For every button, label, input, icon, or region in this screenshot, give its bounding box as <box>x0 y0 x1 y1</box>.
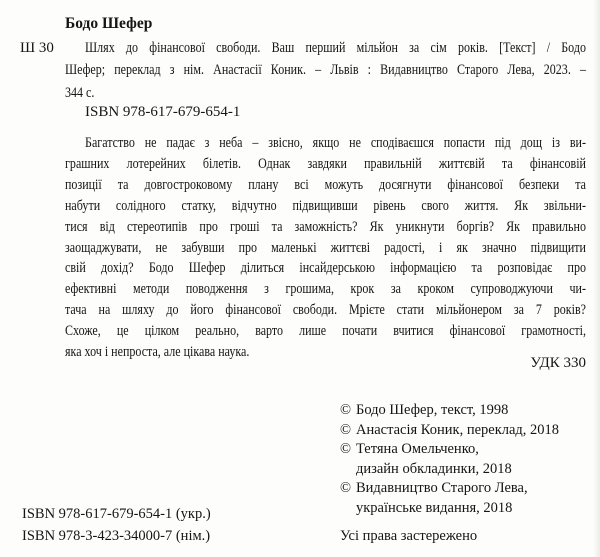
isbn-number: ISBN 978-617-679-654-1 <box>85 104 241 120</box>
bibliographic-entry <box>65 37 586 104</box>
bibliographic-line: 344 с. <box>65 84 95 101</box>
author-header: Бодо Шефер <box>65 15 153 32</box>
annotation-line: Схоже, це цілком реально, варто лише почати вчитися фінансової грамотності, <box>65 323 586 340</box>
annotation-line: свій дохід? Бодо Шефер ділиться інсайдерською інформацією та розповідає про <box>65 260 586 277</box>
annotation-line: набути солідного статку, відчутно підвищивши рівень свого життя. Як звільни- <box>65 197 586 214</box>
rights-reserved-notice: Усі права застережено <box>340 528 478 544</box>
copyright-text: Бодо Шефер, текст, 1998 <box>356 402 509 418</box>
copyright-symbol: © <box>340 441 352 458</box>
copyright-block <box>340 401 586 519</box>
annotation-line: ефективні методи поводження з грошима, крок за кроком супроводжуючи чи- <box>65 281 586 298</box>
annotation-line: яка хоч і непроста, але цікава наука. <box>65 344 250 361</box>
copyright-entry <box>340 401 586 421</box>
library-classification-code: Ш 30 <box>20 40 54 56</box>
copyright-entry <box>340 421 586 441</box>
copyright-entry <box>340 440 586 460</box>
copyright-symbol: © <box>340 480 352 497</box>
bibliographic-line: Шефер; переклад з нім. Анастасії Коник. – Львів : Видавництво Старого Лева, 2023. – <box>65 62 586 79</box>
annotation-line: тися від стереотипів про гроші та заможність? Як уникнути боргів? Як правильно <box>65 218 586 235</box>
copyright-text: Видавництво Старого Лева, <box>356 480 528 497</box>
annotation-line: грашних лотерейних білетів. Однак завдяки правильній життєвій та фінансовій <box>65 155 586 172</box>
udc-code: УДК 330 <box>530 355 586 371</box>
annotation-line: заощаджувати, не забувши про маленькі життєві радості, і як значно підвищити <box>65 239 586 256</box>
copyright-entry <box>340 479 586 499</box>
bibliographic-line: Шлях до фінансової свободи. Ваш перший мільйон за сім років. [Текст] / Бодо <box>85 40 586 56</box>
annotation-line: позиції та довгостроковому плану всі можуть досягнути фінансової безпеки та <box>65 176 586 193</box>
copyright-text: Тетяна Омельченко, <box>356 441 479 458</box>
annotation-paragraph <box>65 133 586 363</box>
copyright-symbol: © <box>340 421 352 438</box>
isbn-footer-block <box>22 504 211 547</box>
page-edge-shadow <box>593 0 600 557</box>
copyright-text-continuation: дизайн обкладинки, 2018 <box>356 460 512 477</box>
annotation-line: тача на шляху до його фінансової свободи. Мрієте стати мільйонером за 7 років? <box>65 302 586 319</box>
copyright-text: Анастасія Коник, переклад, 2018 <box>356 421 560 438</box>
copyright-text-continuation: українське видання, 2018 <box>356 499 513 516</box>
isbn-number: ISBN 978-617-679-654-1 (укр.) <box>22 506 211 522</box>
annotation-line: Багатство не падає з неба – звісно, якщо не сподіваєшся попасти під дощ із ви- <box>85 135 586 151</box>
copyright-symbol: © <box>340 402 352 418</box>
isbn-number: ISBN 978-3-423-34000-7 (нім.) <box>22 527 211 544</box>
